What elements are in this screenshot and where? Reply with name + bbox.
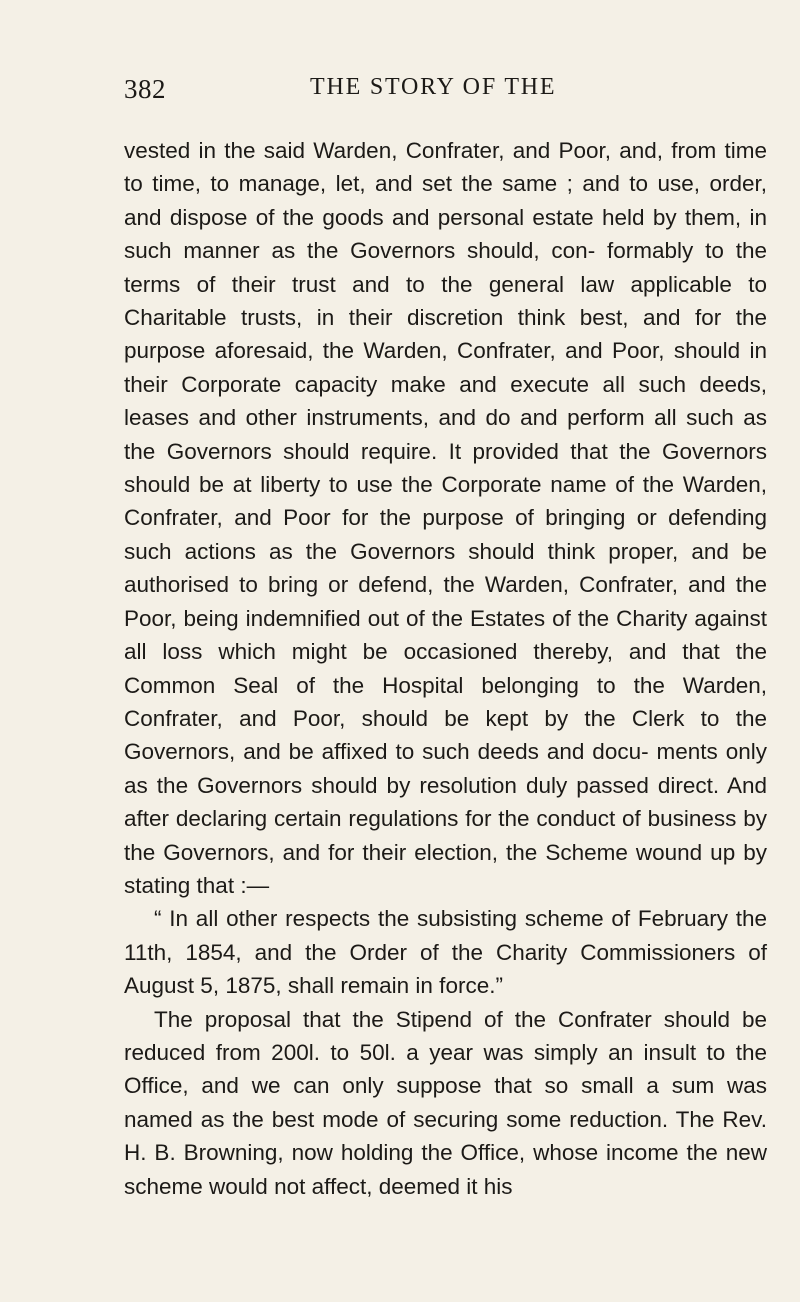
paragraph-3: The proposal that the Stipend of the Confrater should be reduced from 200l. to 50l. a year was simply an insult to the Office, and we can only suppose that so small a sum was named as the best mode of securing some reduction. The Rev. H. B. Browning, now holding the Office, whose income the new scheme would not affect, deemed it his: [124, 1006, 767, 1199]
page-header: [0, 74, 800, 114]
paragraph-2-quotation: “ In all other respects the subsisting scheme of February the 11th, 1854, and the Order of the Charity Commissioners of August 5, 1875, shall remain in force.”: [124, 906, 767, 999]
paragraph-1: vested in the said Warden, Confrater, and Poor, and, from time to time, to manage, let, and set the same ; and to use, order, and dispose of the goods and personal estate held by them, in such manner as the Governors should, con- formably to the terms of their trust and to the general law applicable to Charitable trusts, in their discretion think best, and for the purpose aforesaid, the Warden, Confrater, and Poor, should in their Corporate capacity make and execute all such deeds, leases and other instruments, and do and perform all such as the Governors should require. It provided that the Governors should be at liberty to use the Corporate name of the Warden, Confrater, and Poor for the purpose of bringing or defending such actions as the Governors should think proper, and be authorised to bring or defend, the Warden, Confrater, and the Poor, being indemnified out of the Estates of the Charity against all loss which might be occasioned thereby, and that the Common Seal of the Hospital belonging to the Warden, Confrater, and Poor, should be kept by the Clerk to the Governors, and be affixed to such deeds and docu- ments only as the Governors should by resolution duly passed direct. And after declaring certain regulations for the conduct of business by the Governors, and for their election, the Scheme wound up by stating that :—: [124, 138, 767, 898]
body-text: [124, 134, 767, 1203]
page-number: 382: [124, 74, 166, 104]
running-title: THE STORY OF THE: [310, 74, 557, 100]
